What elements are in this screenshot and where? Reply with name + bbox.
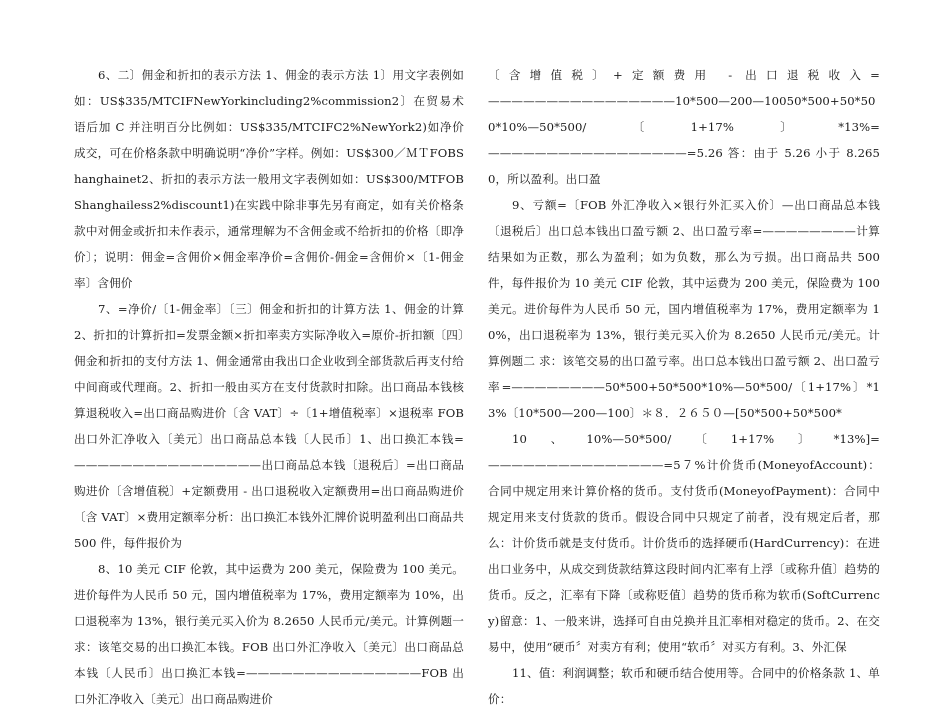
- paragraph-10: 10、10%—50*500/〔1+17%〕*13%]=———————————————=5７%计价货币(MoneyofAccount)：合同中规定用来计算价格的货币。支付货币(MoneyofPayment)：合同中规定用来支付货款的货币。假设合同中只规定了前者，没有规定后者，那么：计价货币就是支付货币。计价货币的选择硬币(HardCurrency)：在进出口业务中，从成交到货款结算这段时间内汇率有上浮〔或称升值〕趋势的货币。反之，汇率有下降〔或称贬值〕趋势的货币称为软币(SoftCurrency)留意：1、一般来讲，选择可自由兑换并且汇率相对稳定的货币。2、在交易中，使用“硬币〞对卖方有利；使用“软币〞对买方有利。3、外汇保: [488, 432, 880, 654]
- paragraph-9: 9、亏额=〔FOB 外汇净收入×银行外汇买入价〕—出口商品总本钱〔退税后〕出口总本钱出口盈亏额 2、出口盈亏率=————————计算结果如为正数，那么为盈利；如为负数，那么为亏损。出口商品共 500 件，每件报价为 10 美元 CIF 伦敦，其中运费为 200 美元，保险费为 100 美元。进价每件为人民币 50 元，国内增值税率为 17%，费用定额率为 10%，出口退税率为 13%，银行美元买入价为 8.2650 人民币元/美元。计算例题二 求：该笔交易的出口盈亏率。出口总本钱出口盈亏额 2、出口盈亏率=————————50*500+50*500*10%—50*500/〔1+17%〕*13%〔10*500—200—100〕＊８．２６５０—[50*500+50*500*: [488, 198, 880, 420]
- left-column: [74, 62, 464, 712]
- paragraph-6: 6、二〕佣金和折扣的表示方法 1、佣金的表示方法 1〕用文字表例如如：US$335/MTCIFNewYorkincluding2%commission2〕在贸易术语后加 C 并注明百分比例如：US$335/MTCIFC2%NewYork2)如净价成交，可在价格条款中明确说明“净价”字样。例如：US$300／ＭＴFOBShanghainet2、折扣的表示方法一般用文字表例如如：US$300/MTFOBShanghailess2%discount1)在实践中除非事先另有商定，如有关价格条款中对佣金或折扣未作表示，通常理解为不含佣金或不给折扣的价格〔即净价〕；说明：佣金=含佣价×佣金率净价=含佣价-佣金=含佣价×〔1-佣金率〕含佣价: [74, 68, 464, 290]
- paragraph-8: 8、10 美元 CIF 伦敦，其中运费为 200 美元，保险费为 100 美元。进价每件为人民币 50 元，国内增值税率为 17%，费用定额率为 10%，出口退税率为 13%，银行美元买入价为 8.2650 人民币元/美元。计算例题一求：该笔交易的出口换汇本钱。FOB 出口外汇净收入〔美元〕出口商品总本钱〔人民币〕出口换汇本钱=———————————————FOB 出口外汇净收入〔美元〕出口商品购进价: [74, 562, 464, 706]
- right-column: [488, 62, 880, 712]
- paragraph-7: 7、=净价/〔1-佣金率〕〔三〕佣金和折扣的计算方法 1、佣金的计算 2、折扣的计算折扣=发票金额×折扣率卖方实际净收入=原价-折扣额〔四〕佣金和折扣的支付方法 1、佣金通常由我出口企业收到全部货款后再支付给中间商或代理商。2、折扣一般由买方在支付货款时扣除。出口商品本钱核算退税收入=出口商品购进价〔含 VAT〕÷〔1+增值税率〕×退税率 FOB 出口外汇净收入〔美元〕出口商品总本钱〔人民币〕1、出口换汇本钱=————————————————出口商品总本钱〔退税后〕=出口商品购进价〔含增值税〕+定额费用 - 出口退税收入定额费用=出口商品购进价〔含 VAT〕×费用定额率分析：出口换汇本钱外汇牌价说明盈利出口商品共 500 件，每件报价为: [74, 302, 464, 550]
- paragraph-11: 11、值：利润调整；软币和硬币结合使用等。合同中的价格条款 1、单价：: [488, 666, 880, 706]
- paragraph-8-continued: 〔含增值税〕+定额费用 - 出口退税收入=————————————————10*500—200—10050*500+50*500*10%—50*500/〔1+17%〕*13%=—————————————————=5.26 答：由于 5.26 小于 8.2650，所以盈利。出口盈: [488, 68, 880, 186]
